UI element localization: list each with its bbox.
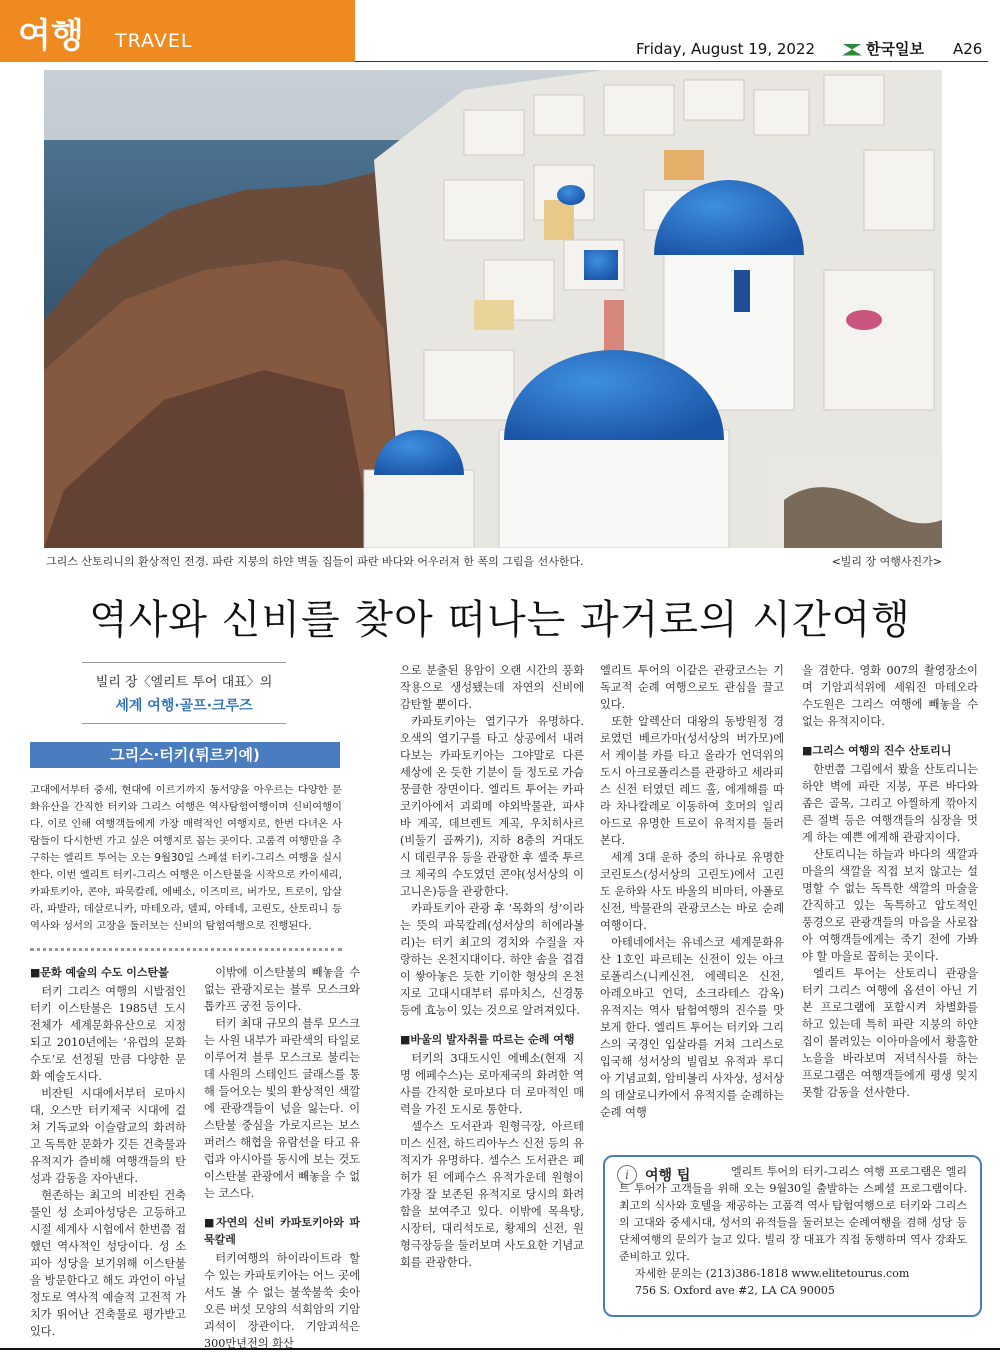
paragraph: 터키 최대 규모의 블루 모스크는 사원 내부가 파란색의 타일로 이루어져 블루 모스크로 불리는데 사원의 스테인드 글래스를 통해 들어오는 빛의 환상적인 색깔에 관광객들이 넋을 잃는다. 이스탄불 중심을 가로지르는 보스퍼러스 해협을 유람선을 타고 유럽과 아시아를 동시에 보는 것도 이스탄불 관광에서 빼놓을 수 없는 코스다.: [204, 1017, 360, 1200]
paragraph: 한번쯤 그림에서 봤을 산토리니는 하얀 벽에 파란 지붕, 푸른 바다와 좁은 골목, 그리고 아찔하게 깎아지른 절벽 등은 여행객들의 심장을 멋게 하는 예쁜 에게해 관광지이다.: [802, 763, 978, 844]
subheading: ■자연의 신비 카파토키아와 파묵칼레: [204, 1216, 360, 1246]
paragraph: 터키여행의 하이라이트라 할 수 있는 카파토키아는 어느 곳에서도 볼 수 없는 불쑥불쑥 솟아오른 버섯 모양의 석회암의 기암괴석이 장관이다. 기암괴석은 300만년전의 화산: [204, 1252, 360, 1350]
paragraph: 터키 그리스 여행의 시발점인 터키 이스탄불은 1985년 도시전체가 세계문화유산으로 지정되고 2010년에는 ‘유럽의 문화수도’로 선정될 만큼 다양한 문화 예술도시다.: [30, 985, 186, 1083]
info-icon: i: [617, 1165, 637, 1185]
paragraph: 셀수스 도서관과 원형극장, 아르테미스 신전, 하드리아누스 신전 등의 유적지가 유명하다. 셀수스 도서관은 폐허가 된 에페수스 유적가운데 원형이 가장 잘 보존된 유적지로 당시의 화려함을 보여주고 있다. 이밖에 목욕탕, 시장터, 대리석도로, 황제의 신전, 원형극장등을 둘러보며 사도요한 기념교회를 관광한다.: [400, 1120, 584, 1269]
subheading: ■문화 예술의 수도 이스탄불: [30, 966, 169, 979]
paragraph: 엘리트 투어의 이같은 관광코스는 기독교적 순례 여행으로도 관심을 끌고 있다.: [600, 664, 784, 711]
santorini-illustration: [44, 70, 942, 548]
logo-icon: [842, 44, 862, 56]
section-tab: [0, 0, 355, 62]
region-bar: 그리스·터키(튀르키예): [30, 742, 340, 768]
paragraph: 산토리니는 하늘과 바다의 색깔과 마을의 색깔을 직접 보지 않고는 설명할 수 없는 독특한 색깔의 마술을 간직하고 있는 독특하고 압도적인 풍경으로 관광객들의 마음을 사로잡아 여행객들에게는 죽기 전에 가봐야 할 마을로 꼽히는 곳이다.: [802, 848, 978, 963]
santorini-photo: [44, 70, 942, 548]
tip-contact-address: 756 S. Oxford ave #2, LA CA 90005: [635, 1284, 835, 1297]
photo-credit: <빌리 장 여행사진가>: [831, 555, 942, 568]
byline-box: [82, 662, 286, 724]
dotted-divider: [30, 948, 342, 951]
newspaper-name: 한국일보: [866, 40, 924, 58]
paragraph: 비잔틴 시대에서부터 로마시대, 오스만 터키제국 시대에 걸쳐 기독교와 이슬람교의 화려하고 독특한 문화가 깃든 건축물과 유적지가 즐비해 여행객들의 탄성과 감동을 자아낸다.: [30, 1087, 186, 1185]
paragraph: 을 겸한다. 영화 007의 촬영장소이며 기암괴석위에 세워진 마테오라 수도원은 그리스 여행에 빼놓을 수 없는 유적지이다.: [802, 664, 978, 728]
article-column-4: [600, 662, 784, 1121]
section-title-korean: 여행: [18, 16, 84, 56]
paragraph: 카파토키아 관광 후 ‘목화의 성’이라는 뜻의 파묵칼레(성서상의 히에라볼리)는 터키 최고의 경치와 수질을 자랑하는 온천지대이다. 하얀 솜을 겹겹이 쌓아놓은 듯한 기이한 형상의 온천지로 고대시대부터 류마치스, 신경통 등에 효능이 있는 것으로 알려져있다.: [400, 902, 584, 1017]
subheading: ■바울의 발자취를 따르는 순례 여행: [400, 1033, 575, 1046]
paragraph: 아테네에서는 유네스코 세계문화유산 1호인 파르테논 신전이 있는 아크로폴리스(니케신전, 에렉티온 신전, 아레오바고 언덕, 소크라테스 감옥) 유적지는 역사 탐험여행의 진수를 맛보게 한다. 엘리트 투어는 터키와 그리스의 국경인 입살라를 거쳐 그리스로 입국해 성서상의 빌립보 유적과 루디아 기념교회, 암비볼리 사자상, 성서상의 데살로니카에서 유적지를 순례하는 순례 여행: [600, 936, 784, 1119]
travel-tip-box: [603, 1155, 982, 1317]
article-column-3: [400, 662, 584, 1271]
byline-author: 빌리 장〈엘리트 투어 대표〉의: [95, 675, 273, 690]
tip-contact-phone-web: 자세한 문의는 (213)386-1818 www.elitetourus.com: [635, 1267, 910, 1280]
header-rule: [355, 61, 988, 62]
article-column-5: [802, 662, 978, 1101]
page-number: A26: [953, 40, 983, 58]
newspaper-logo: [842, 38, 924, 59]
paragraph: 또한 알렉산더 대왕의 동방원정 경로였던 베르가마(성서상의 버가모)에서 케이블 카를 타고 올라가 언덕위의 도시 아크로폴리스를 관광하고 세라피스 신전 터였던 레드 홀, 에게해를 따라 차나칼레로 이동하여 호머의 일리아드로 유명한 트로이 유적지를 둘러본다.: [600, 715, 784, 847]
tip-paragraph: 엘리트 투어의 터키-그리스 여행 프로그램은 엘리트 투어가 고객들을 위해 오는 9월30일 출발하는 스페셜 프로그램이다. 최고의 식사와 호텔을 제공하는 고품격 역사 탐험여행으로 터키와 그리스의 고대와 중세시대, 성서의 유적들을 둘러보는 순례여행을 겸해 성당 등 단체여행의 문의가 늘고 있다. 빌리 장 대표가 직접 동행하며 역사 강좌도 준비하고 있다.: [619, 1165, 967, 1263]
photo-caption: 그리스 산토리니의 환상적인 전경. 파란 지붕의 하얀 벽돌 집들이 파란 바다와 어우러져 한 폭의 그림을 선사한다.: [46, 555, 584, 568]
subheading: ■그리스 여행의 진수 산토리니: [802, 744, 952, 757]
intro-paragraph: 고대에서부터 중세, 현대에 이르기까지 동서양을 아우르는 다양한 문화유산을 간직한 터키와 그리스 여행은 역사탐험여행이며 신비여행이다. 이로 인해 여행객들에게 가장 매력적인 여행지로, 한번 다녀온 사람들이 다시한번 가고 싶은 여행지로 꼽는 곳이다. 고품격 여행만을 추구하는 엘리트 투어는 오는 9월30일 스페셜 터키-그리스 여행을 실시한다. 이번 엘리트 터키-그리스 여행은 이스탄불을 시작으로 카이세리, 카파토키아, 콘야, 파묵칼레, 에베소, 이즈미르, 버가모, 트로이, 압살라, 파발라, 데살로니카, 마테오라, 델피, 아테네, 고린도, 산토리니 등 역사와 성서의 고장을 둘러보는 신비의 탐험여행으로 진행된다.: [30, 784, 342, 932]
paragraph: 터키의 3대도시인 에베소(현재 지명 에페수스)는 로마제국의 화려한 역사를 간직한 로마보다 더 로마적인 매력을 가진 도시로 통한다.: [400, 1052, 584, 1116]
paragraph: 카파토키아는 열기구가 유명하다. 오색의 열기구를 타고 상공에서 내려다보는 카파토키아는 그야말로 다른 세상에 온 듯한 기분이 들 정도로 가슴 뭉클한 장면이다. 엘리트 투어는 카파코키아에서 괴뢰메 야외박물관, 파샤바 계곡, 데브렌트 계곡, 우치히사르(비둘기 골짜기), 지하 8층의 거대도시 데린쿠유 등을 관광한 후 셀죽 투르크 제국의 수도였던 콘야(성서상의 이고니온)등을 관광한다.: [400, 715, 584, 898]
paragraph: 현존하는 최고의 비잔틴 건축물인 성 소피아성당은 고등하고 시절 세계사 시험에서 한번쯤 접했던 역사적인 성당이다. 성 소피아 성당을 보기위해 이스탄불을 방문한다고 해도 과언이 아닐 정도로 역사적 예술적 고전적 가치가 뛰어난 건축물로 평가받고 있다.: [30, 1189, 186, 1338]
paragraph: 으로 분출된 용암이 오랜 시간의 풍화작용으로 생성됐는데 자연의 신비에 감탄할 뿐이다.: [400, 664, 584, 711]
tip-title: 여행 팁: [645, 1168, 691, 1184]
headline: 역사와 신비를 찾아 떠나는 과거로의 시간여행: [89, 597, 911, 643]
article-column-2: [204, 964, 360, 1352]
article-column-1: [30, 964, 186, 1340]
tip-body: [619, 1163, 967, 1299]
paragraph: 세계 3대 운하 중의 하나로 유명한 코린토스(성서상의 고린도)에서 고린도 운하와 사도 바울의 비마터, 아폴로 신전, 박물관의 관광코스는 바로 순례 여행이다.: [600, 851, 784, 932]
section-title-english: TRAVEL: [115, 30, 193, 52]
bottom-rule: [0, 1348, 1000, 1350]
dateline: Friday, August 19, 2022: [636, 40, 816, 58]
byline-series: 세계 여행·골프·크루즈: [115, 698, 253, 714]
paragraph: 이밖에 이스탄불의 빼놓을 수 없는 관광지로는 블루 모스크와 톱카프 궁전 등이다.: [204, 966, 360, 1013]
paragraph: 엘리트 투어는 산토리니 관광을 터키 그리스 여행에 옵션이 아닌 기본 프로그램에 포함시켜 차별화를 하고 있는데 특히 파란 지붕의 하얀 집이 몰려있는 이아마을에서 황홀한 노을을 바라보며 저녁식사를 하는 프로그램은 여행객들에게 평생 잊지못할 감동을 선사한다.: [802, 967, 978, 1099]
